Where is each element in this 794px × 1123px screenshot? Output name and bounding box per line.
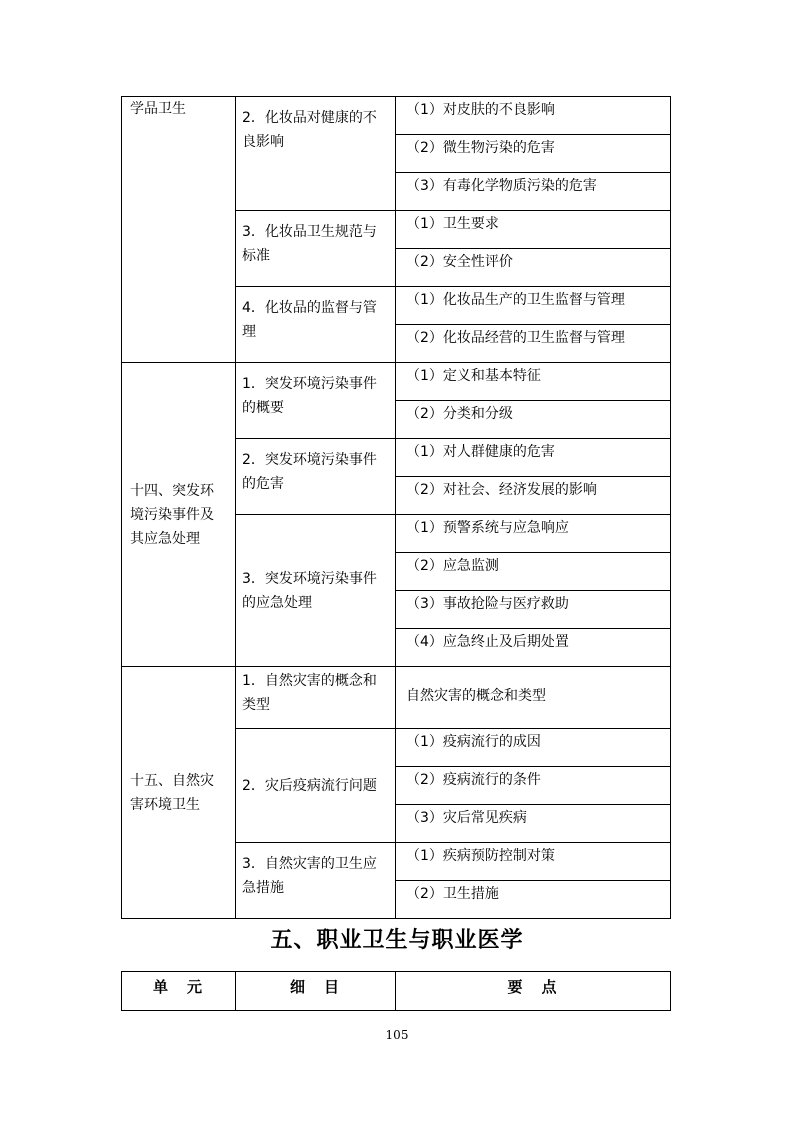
- point-cell: （3）有毒化学物质污染的危害: [396, 173, 671, 211]
- point-cell: （2）分类和分级: [396, 401, 671, 439]
- point-cell: （2）安全性评价: [396, 249, 671, 287]
- detail-cell: 2．化妆品对健康的不良影响: [236, 97, 396, 211]
- point-cell: （1）卫生要求: [396, 211, 671, 249]
- point-cell: （1）定义和基本特征: [396, 363, 671, 401]
- unit-cell: 十四、突发环境污染事件及其应急处理: [122, 363, 236, 667]
- header-row: [122, 972, 671, 1011]
- point-cell: （1）对皮肤的不良影响: [396, 97, 671, 135]
- section-title: 五、职业卫生与职业医学: [270, 927, 524, 953]
- header-detail: 细 目: [236, 972, 396, 1011]
- page-number: 105: [385, 1028, 409, 1042]
- detail-cell: 3．自然灾害的卫生应急措施: [236, 843, 396, 919]
- point-cell: （2）应急监测: [396, 553, 671, 591]
- point-cell: （3）灾后常见疾病: [396, 805, 671, 843]
- point-cell: （1）疫病流行的成因: [396, 729, 671, 767]
- detail-cell: 2．突发环境污染事件的危害: [236, 439, 396, 515]
- point-cell: （1）对人群健康的危害: [396, 439, 671, 477]
- point-cell: （2）化妆品经营的卫生监督与管理: [396, 325, 671, 363]
- point-cell: （3）事故抢险与医疗救助: [396, 591, 671, 629]
- point-cell: （1）化妆品生产的卫生监督与管理: [396, 287, 671, 325]
- unit-cell: 十五、自然灾害环境卫生: [122, 667, 236, 919]
- table-row: [122, 97, 671, 135]
- detail-cell: 3．突发环境污染事件的应急处理: [236, 515, 396, 667]
- point-cell: （2）卫生措施: [396, 881, 671, 919]
- detail-cell: 1．突发环境污染事件的概要: [236, 363, 396, 439]
- detail-cell: 2．灾后疫病流行问题: [236, 729, 396, 843]
- detail-cell: 3．化妆品卫生规范与标准: [236, 211, 396, 287]
- table-row: [122, 363, 671, 401]
- detail-cell: 1．自然灾害的概念和类型: [236, 667, 396, 729]
- point-cell: （2）对社会、经济发展的影响: [396, 477, 671, 515]
- syllabus-table: [121, 96, 671, 919]
- next-table-header: [121, 971, 671, 1011]
- unit-cell: 学品卫生: [122, 97, 236, 363]
- point-cell: （4）应急终止及后期处置: [396, 629, 671, 667]
- point-cell: （1）疾病预防控制对策: [396, 843, 671, 881]
- point-cell: （1）预警系统与应急响应: [396, 515, 671, 553]
- point-cell: （2）微生物污染的危害: [396, 135, 671, 173]
- point-cell: （2）疫病流行的条件: [396, 767, 671, 805]
- header-unit: 单 元: [122, 972, 236, 1011]
- detail-cell: 4．化妆品的监督与管理: [236, 287, 396, 363]
- table-row: [122, 667, 671, 729]
- point-cell: 自然灾害的概念和类型: [396, 667, 671, 729]
- header-point: 要 点: [396, 972, 671, 1011]
